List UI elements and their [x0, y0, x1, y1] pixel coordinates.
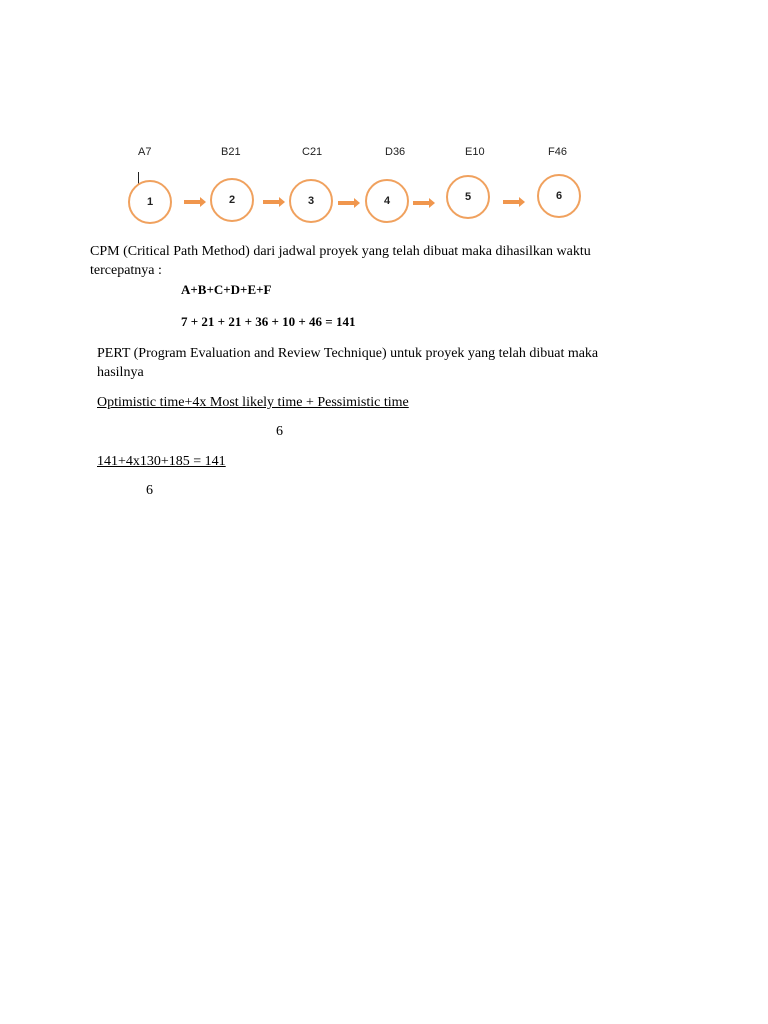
arrow-2-3 — [263, 197, 285, 207]
node-6: 6 — [537, 174, 581, 218]
pert-paragraph-line2: hasilnya — [97, 365, 144, 380]
activity-label-f: F46 — [548, 146, 567, 158]
cpm-paragraph-line2: tercepatnya : — [90, 263, 162, 278]
arrow-3-4 — [338, 198, 360, 208]
arrow-1-2 — [184, 197, 206, 207]
pert-formula-numerator: Optimistic time+4x Most likely time + Pessimistic time — [97, 395, 409, 410]
cpm-paragraph-line1: CPM (Critical Path Method) dari jadwal proyek yang telah dibuat maka dihasilkan waktu — [90, 244, 591, 259]
pert-paragraph-line1: PERT (Program Evaluation and Review Technique) untuk proyek yang telah dibuat maka — [97, 346, 599, 361]
arrow-5-6 — [503, 197, 525, 207]
activity-label-a: A7 — [138, 146, 152, 158]
activity-label-e: E10 — [465, 146, 485, 158]
pert-calc-denominator: 6 — [146, 483, 153, 498]
network-diagram — [0, 0, 768, 240]
activity-label-b: B21 — [221, 146, 241, 158]
activity-label-d: D36 — [385, 146, 406, 158]
node-4: 4 — [365, 179, 409, 223]
cpm-path: A+B+C+D+E+F — [181, 282, 272, 297]
node-1: 1 — [128, 180, 172, 224]
arrow-4-5 — [413, 198, 435, 208]
node-3: 3 — [289, 179, 333, 223]
node-2: 2 — [210, 178, 254, 222]
activity-label-c: C21 — [302, 146, 323, 158]
cpm-sum: 7 + 21 + 21 + 36 + 10 + 46 = 141 — [181, 314, 356, 329]
pert-formula-denominator: 6 — [276, 424, 283, 439]
pert-calc-numerator: 141+4x130+185 = 141 — [97, 454, 226, 469]
node-5: 5 — [446, 175, 490, 219]
